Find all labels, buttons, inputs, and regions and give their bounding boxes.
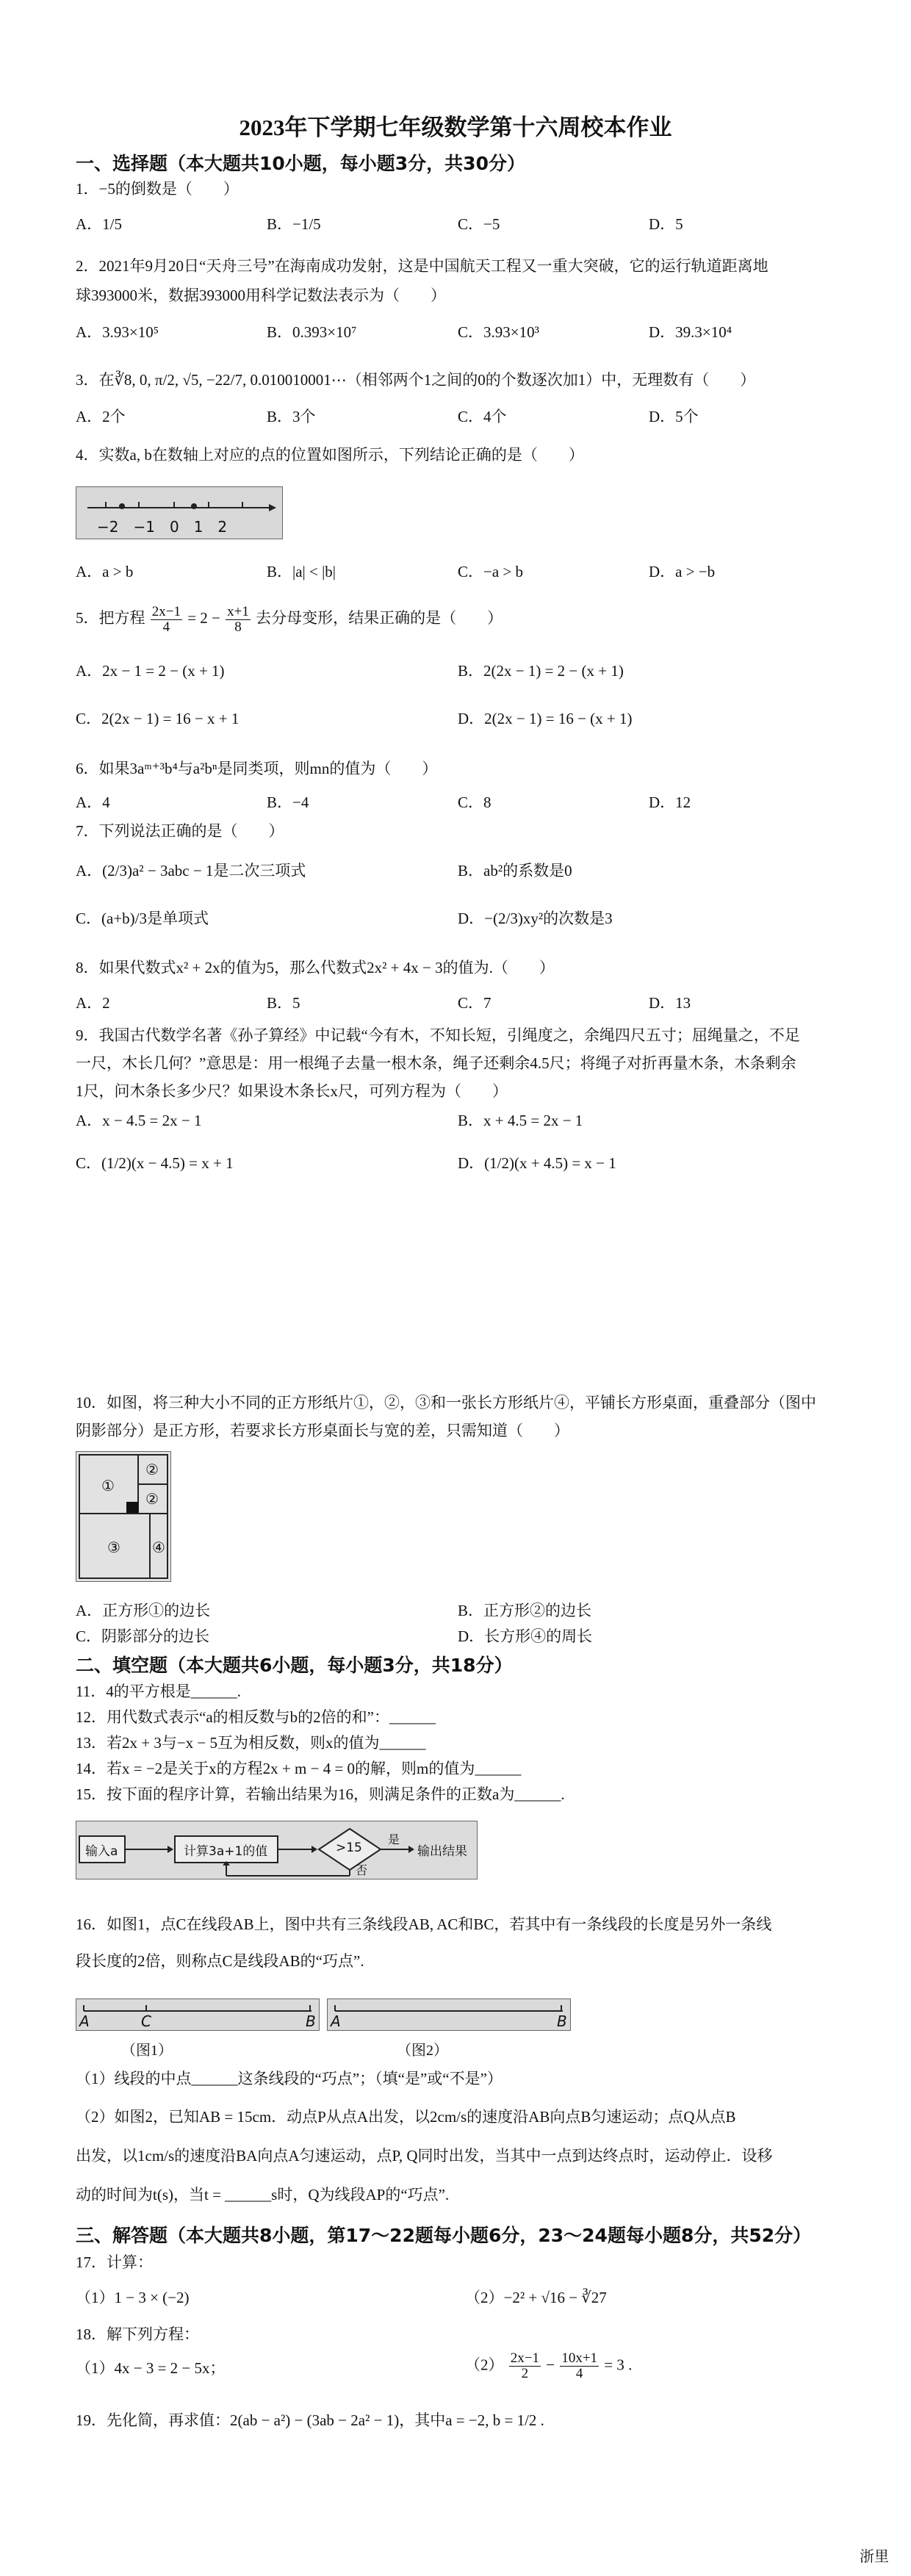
- label-4: ④: [152, 1539, 165, 1556]
- question-8-stem: 8．如果代数式x² + 2x的值为5，那么代数式2x² + 4x − 3的值为.（ ）: [76, 959, 555, 976]
- question-10-line-1: 10．如图，将三种大小不同的正方形纸片①，②，③和一张长方形纸片④，平铺长方形桌面，重叠部分（图中: [76, 1394, 816, 1411]
- q17-part-1: （1）1 − 3 × (−2): [76, 2289, 190, 2306]
- q5-option-d: D．2(2x − 1) = 16 − (x + 1): [458, 710, 633, 727]
- q5-option-a: A．2x − 1 = 2 − (x + 1): [76, 662, 225, 680]
- q2-option-b: B．0.393×10⁷: [267, 323, 357, 341]
- label-3: ③: [107, 1539, 120, 1556]
- question-2-stem-cont: 球393000米，数据393000用科学记数法表示为（ ）: [76, 287, 446, 304]
- squares-figure: [76, 1451, 171, 1582]
- q7-option-c: C．(a+b)/3是单项式: [76, 910, 209, 927]
- q10-option-a: A．正方形①的边长: [76, 1602, 211, 1619]
- question-16-part-1: （1）线段的中点______这条线段的“巧点”；（填“是”或“不是”）: [76, 2070, 503, 2087]
- point-a: [119, 503, 125, 509]
- question-19-stem: 19．先化简，再求值：2(ab − a²) − (3ab − 2a² − 1)，其中a = −2, b = 1/2 .: [76, 2411, 544, 2429]
- question-18-stem: 18．解下列方程：: [76, 2325, 199, 2343]
- q18-part-2: （2） $\frac{2x-1}{2}$ − $\frac{10x+1}{4}$ = 3 .: [465, 2350, 633, 2381]
- question-1-stem: 1．−5的倒数是（ ）: [76, 180, 239, 198]
- q4-option-b: B．|a| < |b|: [267, 563, 336, 580]
- question-2-stem: 2．2021年9月20日“天舟三号”在海南成功发射，这是中国航天工程又一重大突破，它的运行轨道距离地: [76, 257, 768, 275]
- q4-option-d: D．a > −b: [649, 563, 716, 580]
- question-14: 14．若x = −2是关于x的方程2x + m − 4 = 0的解，则m的值为______: [76, 1760, 522, 1777]
- question-9-line-3: 1尺，问木条长多少尺？如果设木条长x尺，可列方程为（ ）: [76, 1082, 508, 1100]
- q3-option-c: C．4个: [458, 408, 507, 425]
- question-5-stem: 5．把方程 $\frac{2x-1}{4}$ = 2 − $\frac{x+1}{8}$ 去分母变形，结果正确的是（ ）: [76, 603, 503, 635]
- q9-option-a: A．x − 4.5 = 2x − 1: [76, 1112, 202, 1129]
- point-b: [191, 503, 197, 509]
- question-15-stem: 15．按下面的程序计算，若输出结果为16，则满足条件的正数a为______.: [76, 1785, 565, 1803]
- q3-option-d: D．5个: [649, 408, 699, 425]
- fig2-point-a: A: [331, 2012, 341, 2030]
- q1-option-a: A．1/5: [76, 215, 122, 233]
- label-1: ①: [101, 1477, 115, 1494]
- question-4-stem: 4．实数a, b在数轴上对应的点的位置如图所示，下列结论正确的是（ ）: [76, 446, 584, 464]
- q4-option-a: A．a > b: [76, 563, 134, 580]
- q5-option-c: C．2(2x − 1) = 16 − x + 1: [76, 710, 240, 727]
- q10-option-b: B．正方形②的边长: [458, 1602, 592, 1619]
- segment-figure-2: [327, 1998, 571, 2031]
- q6-option-b: B．−4: [267, 794, 309, 811]
- question-16-line-1: 16．如图1，点C在线段AB上，图中共有三条线段AB, AC和BC，若其中有一条线段的长度是另外一条线: [76, 1915, 772, 1933]
- question-9-line-2: 一尺，木长几何？”意思是：用一根绳子去量一根木条，绳子还剩余4.5尺；将绳子对折再量木条，木条剩余: [76, 1054, 796, 1072]
- segment-figure-1: [76, 1998, 320, 2031]
- q10-option-d: D．长方形④的周长: [458, 1627, 593, 1645]
- q18-part-1: （1）4x − 3 = 2 − 5x；: [76, 2359, 226, 2377]
- fig2-point-b: B: [557, 2012, 567, 2030]
- q5-fraction-2: $\frac{x+1}{8}$: [227, 603, 249, 635]
- number-line-arrow: [269, 504, 276, 511]
- no-label: 否: [356, 1863, 368, 1877]
- label-2b: ②: [145, 1490, 159, 1508]
- shaded-square: [126, 1502, 138, 1514]
- q7-option-d: D．−(2/3)xy²的次数是3: [458, 910, 613, 927]
- q6-option-a: A．4: [76, 794, 110, 811]
- q3-option-a: A．2个: [76, 408, 126, 425]
- question-13: 13．若2x + 3与−x − 5互为相反数，则x的值为______: [76, 1734, 426, 1752]
- number-line-figure: [76, 486, 283, 539]
- q1-option-b: B．−1/5: [267, 215, 321, 233]
- question-6-stem: 6．如果3aᵐ⁺³b⁴与a²bⁿ是同类项，则mn的值为（ ）: [76, 760, 438, 777]
- output-label: 输出结果: [417, 1844, 467, 1859]
- q3-option-b: B．3个: [267, 408, 316, 425]
- page-footer: 浙里: [860, 2549, 889, 2565]
- q2-option-c: C．3.93×10³: [458, 323, 539, 341]
- q7-option-a: A．(2/3)a² − 3abc − 1是二次三项式: [76, 862, 306, 879]
- q8-option-a: A．2: [76, 994, 110, 1012]
- q10-option-c: C．阴影部分的边长: [76, 1627, 210, 1645]
- q1-option-c: C．−5: [458, 215, 500, 233]
- q9-option-d: D．(1/2)(x + 4.5) = x − 1: [458, 1154, 616, 1172]
- q7-option-b: B．ab²的系数是0: [458, 862, 572, 879]
- question-11: 11．4的平方根是______.: [76, 1683, 241, 1700]
- q5-fraction-1: $\frac{2x-1}{4}$: [151, 603, 181, 635]
- question-16-part-2c: 动的时间为t(s)，当t = ______s时，Q为线段AP的“巧点”.: [76, 2186, 450, 2203]
- fig1-point-b: B: [306, 2012, 316, 2030]
- number-line-ticks: −2 −1 0 1 2: [97, 518, 228, 536]
- calc-label: 计算3a+1的值: [184, 1844, 268, 1859]
- condition-label: >15: [336, 1841, 362, 1855]
- program-flowchart: [76, 1821, 478, 1879]
- section-heading-solve: 三、解答题（本大题共8小题，第17～22题每小题6分，23～24题每小题8分，共52分）: [76, 2225, 812, 2246]
- figure-2-caption: （图2）: [397, 2043, 448, 2059]
- q5-option-b: B．2(2x − 1) = 2 − (x + 1): [458, 662, 624, 680]
- figure-1-caption: （图1）: [121, 2043, 173, 2059]
- question-10-line-2: 阴影部分）是正方形，若要求长方形桌面长与宽的差，只需知道（ ）: [76, 1422, 569, 1439]
- question-12: 12．用代数式表示“a的相反数与b的2倍的和”：______: [76, 1708, 436, 1726]
- question-17-stem: 17．计算：: [76, 2253, 153, 2271]
- question-16-line-2: 段长度的2倍，则称点C是线段AB的“巧点”.: [76, 1952, 364, 1970]
- page-title: 2023年下学期七年级数学第十六周校本作业: [239, 115, 672, 140]
- fig1-point-c: C: [141, 2012, 151, 2030]
- q9-option-c: C．(1/2)(x − 4.5) = x + 1: [76, 1154, 234, 1172]
- input-label: 输入a: [85, 1844, 118, 1859]
- question-16-part-2b: 出发，以1cm/s的速度沿BA向点A匀速运动，点P, Q同时出发，当其中一点到达终点时，运动停止．设移: [76, 2147, 773, 2165]
- section-heading-choice: 一、选择题（本大题共10小题，每小题3分，共30分）: [76, 153, 525, 174]
- question-7-stem: 7．下列说法正确的是（ ）: [76, 822, 284, 840]
- question-3-stem: 3．在∛8, 0, π/2, √5, −22/7, 0.010010001⋯（相邻两个1之间的0的个数逐次加1）中，无理数有（ ）: [76, 371, 756, 389]
- yes-label: 是: [388, 1832, 400, 1846]
- q2-option-d: D．39.3×10⁴: [649, 323, 732, 341]
- q6-option-d: D．12: [649, 794, 691, 811]
- q4-option-c: C．−a > b: [458, 563, 524, 580]
- q8-option-d: D．13: [649, 994, 691, 1012]
- q8-option-c: C．7: [458, 994, 491, 1012]
- q8-option-b: B．5: [267, 994, 300, 1012]
- q9-option-b: B．x + 4.5 = 2x − 1: [458, 1112, 583, 1129]
- q1-option-d: D．5: [649, 215, 683, 233]
- q17-part-2: （2）−2² + √16 − ∛27: [465, 2289, 607, 2306]
- q2-option-a: A．3.93×10⁵: [76, 323, 159, 341]
- q6-option-c: C．8: [458, 794, 491, 811]
- section-heading-fill: 二、填空题（本大题共6小题，每小题3分，共18分）: [76, 1655, 513, 1676]
- question-9-line-1: 9．我国古代数学名著《孙子算经》中记载“今有木，不知长短，引绳度之，余绳四尺五寸；屈绳量之，不足: [76, 1026, 800, 1044]
- fig1-point-a: A: [79, 2012, 90, 2030]
- label-2a: ②: [145, 1461, 159, 1478]
- question-16-part-2a: （2）如图2，已知AB = 15cm．动点P从点A出发，以2cm/s的速度沿AB向点B匀速运动；点Q从点B: [76, 2108, 736, 2126]
